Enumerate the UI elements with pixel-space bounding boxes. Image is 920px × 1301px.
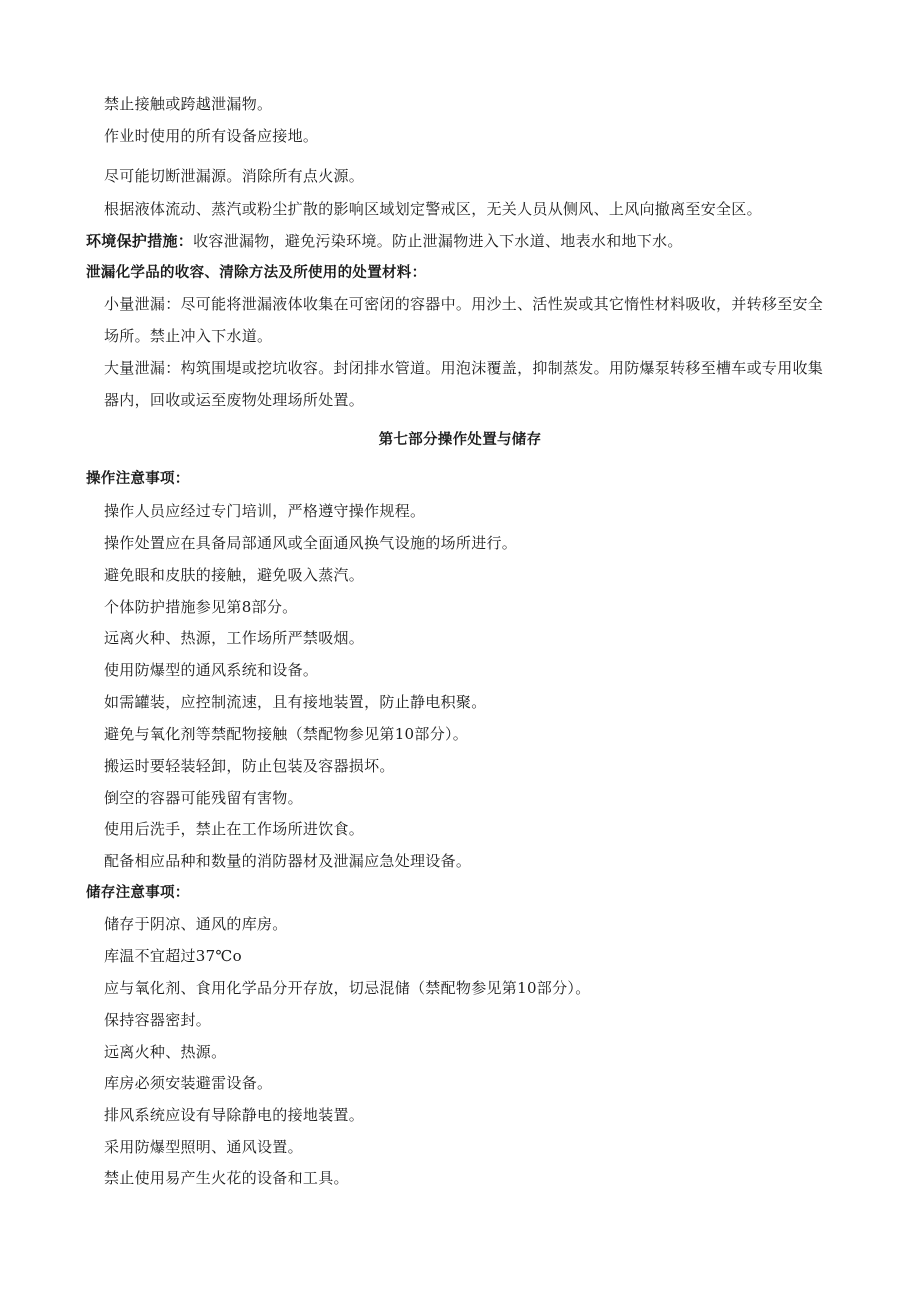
env-protection-label: 环境保护措施： (86, 232, 194, 250)
storage-heading: 储存注意事项： (86, 885, 190, 901)
handling-item: 搬运时要轻装轻卸，防止包装及容器损坏。 (104, 757, 395, 775)
storage-item: 排风系统应设有导除静电的接地装置。 (104, 1106, 365, 1124)
storage-item: 采用防爆型照明、通风设置。 (104, 1138, 303, 1156)
storage-item: 应与氧化剂、食用化学品分开存放，切忌混储（禁配物参见第10部分）。 (104, 979, 591, 997)
leak-line: 禁止接触或跨越泄漏物。 (104, 95, 273, 113)
storage-item: 库温不宜超过37℃o (104, 947, 242, 965)
env-protection-paragraph (86, 231, 683, 251)
large-leak-line-2: 器内，回收或运至废物处理场所处置。 (104, 391, 365, 409)
handling-item: 配备相应品种和数量的消防器材及泄漏应急处理设备。 (104, 852, 472, 870)
section-title: 第七部分操作处置与储存 (378, 432, 542, 448)
handling-item: 操作处置应在具备局部通风或全面通风换气设施的场所进行。 (104, 534, 518, 552)
small-leak-line-2: 场所。禁止冲入下水道。 (104, 327, 273, 345)
leak-line: 根据液体流动、蒸汽或粉尘扩散的影响区域划定警戒区，无关人员从侧风、上风向撤离至安全区。 (104, 200, 762, 218)
handling-item: 如需罐装，应控制流速，且有接地装置，防止静电积聚。 (104, 693, 487, 711)
storage-item: 保持容器密封。 (104, 1011, 212, 1029)
handling-item: 使用防爆型的通风系统和设备。 (104, 661, 319, 679)
handling-item: 使用后洗手，禁止在工作场所进饮食。 (104, 820, 365, 838)
leak-line: 尽可能切断泄漏源。消除所有点火源。 (104, 167, 365, 185)
storage-item: 远离火种、热源。 (104, 1043, 227, 1061)
env-protection-text: 收容泄漏物，避免污染环境。防止泄漏物进入下水道、地表水和地下水。 (193, 232, 683, 250)
storage-item: 储存于阴凉、通风的库房。 (104, 915, 288, 933)
large-leak-line-1: 大量泄漏：构筑围堤或挖坑收容。封闭排水管道。用泡沫覆盖，抑制蒸发。用防爆泵转移至槽车或专用收集 (104, 359, 824, 377)
storage-item: 库房必须安装避雷设备。 (104, 1074, 273, 1092)
handling-item: 远离火种、热源，工作场所严禁吸烟。 (104, 629, 365, 647)
disposal-heading: 泄漏化学品的收容、清除方法及所使用的处置材料： (86, 265, 427, 281)
handling-heading: 操作注意事项： (86, 471, 190, 487)
storage-item: 禁止使用易产生火花的设备和工具。 (104, 1169, 349, 1187)
small-leak-line-1: 小量泄漏：尽可能将泄漏液体收集在可密闭的容器中。用沙土、活性炭或其它惰性材料吸收，并转移至安全 (104, 295, 824, 313)
handling-item: 避免与氧化剂等禁配物接触（禁配物参见第10部分）。 (104, 725, 469, 743)
handling-item: 避免眼和皮肤的接触，避免吸入蒸汽。 (104, 566, 365, 584)
leak-line: 作业时使用的所有设备应接地。 (104, 127, 319, 145)
handling-item: 操作人员应经过专门培训，严格遵守操作规程。 (104, 502, 426, 520)
handling-item: 个体防护措施参见第8部分。 (104, 598, 298, 616)
handling-item: 倒空的容器可能残留有害物。 (104, 789, 303, 807)
